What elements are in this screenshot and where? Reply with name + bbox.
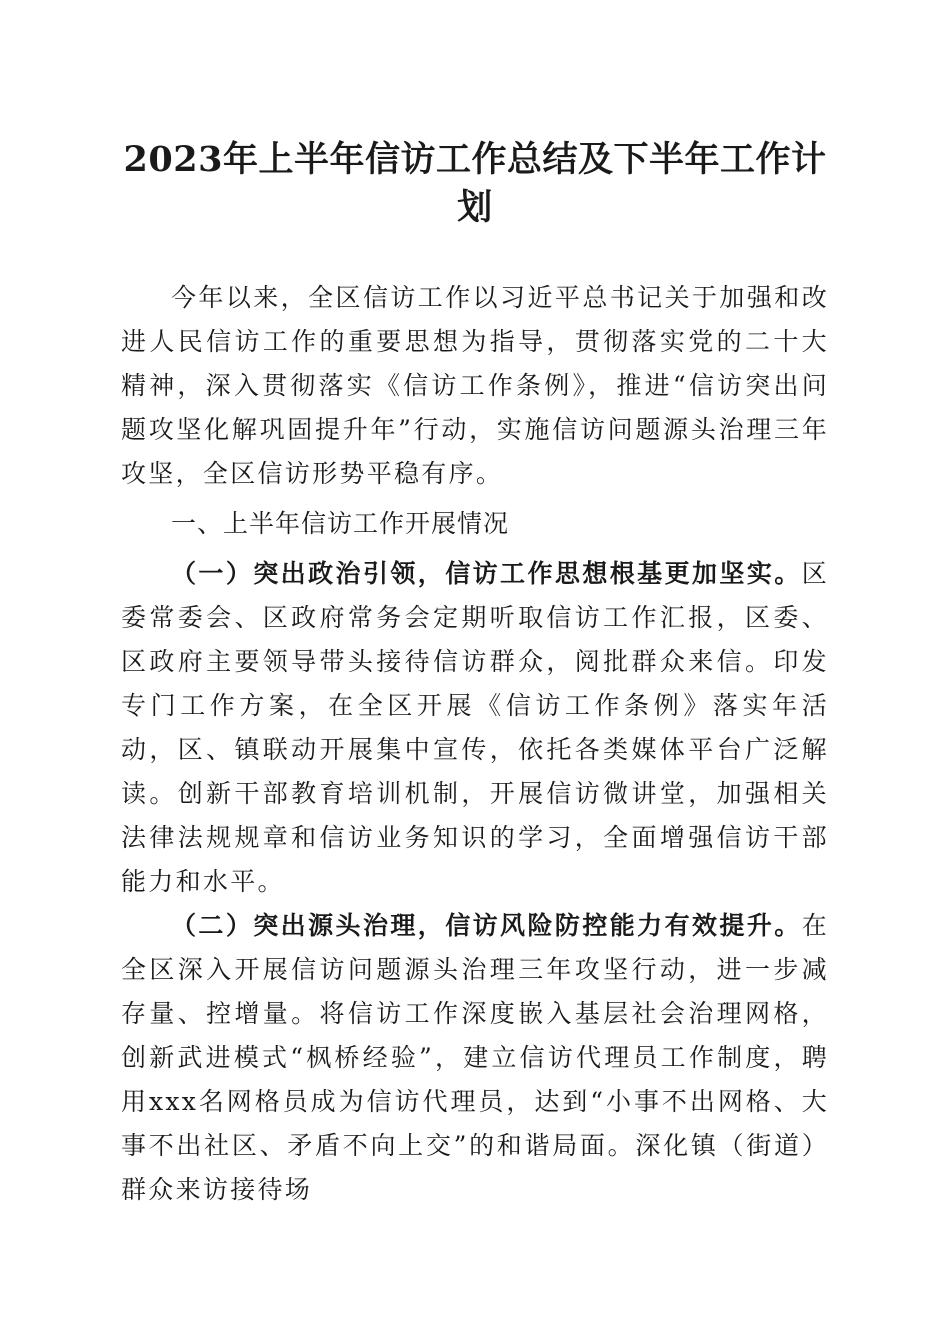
paragraph-lead: （一）突出政治引领，信访工作思想根基更加坚实。 [171, 559, 802, 588]
intro-paragraph: 今年以来，全区信访工作以习近平总书记关于加强和改进人民信访工作的重要思想为指导，贯彻落实党的二十大精神，深入贯彻落实《信访工作条例》，推进“信访突出问题攻坚化解巩固提升年”行动，实施信访问题源头治理三年攻坚，全区信访形势平稳有序。 [121, 283, 829, 488]
paragraph-political-leadership [121, 552, 829, 904]
paragraph-lead: （二）突出源头治理，信访风险防控能力有效提升。 [171, 911, 802, 940]
document-body [121, 276, 829, 1212]
paragraph-source-governance [121, 904, 829, 1212]
paragraph-text: 区委常委会、区政府常务会定期听取信访工作汇报，区委、区政府主要领导带头接待信访群众，阅批群众来信。印发专门工作方案，在全区开展《信访工作条例》落实年活动，区、镇联动开展集中宣传，依托各类媒体平台广泛解读。创新干部教育培训机制，开展信访微讲堂，加强相关法律法规规章和信访业务知识的学习，全面增强信访干部能力和水平。 [121, 559, 829, 896]
section-heading: 一、上半年信访工作开展情况 [171, 509, 510, 538]
paragraph-text: 在全区深入开展信访问题源头治理三年攻坚行动，进一步减存量、控增量。将信访工作深度嵌入基层社会治理网格，创新武进模式“枫桥经验”，建立信访代理员工作制度，聘用xxx名网格员成为信访代理员，达到“小事不出网格、大事不出社区、矛盾不向上交”的和谐局面。深化镇（街道）群众来访接待场 [121, 911, 829, 1204]
document-title: 2023年上半年信访工作总结及下半年工作计划 [123, 139, 827, 228]
